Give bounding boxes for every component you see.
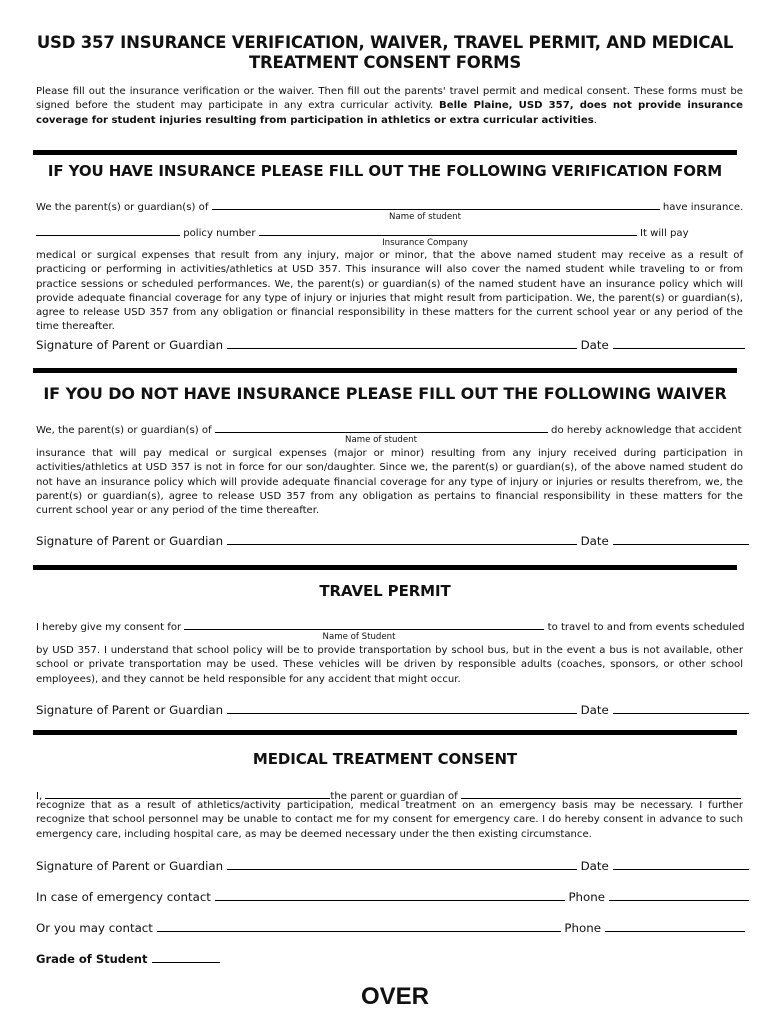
travel-signature-label: Signature of Parent or Guardian <box>36 703 224 717</box>
verification-policy-row <box>36 224 743 239</box>
travel-signature-field[interactable] <box>227 702 577 714</box>
waiver-body: insurance that will pay medical or surgical expenses (major or minor) resulting from any injury received during participation in activities/athletics at USD 357 is not in force for our son/daughter. Since we, the parent(s) or guardian(s), of the above named student do not have an insurance policy which will provide adequate financial coverage for any type of injury or injuries or results therefrom, we, the parent(s) or guardian(s), agree to release USD 357 from any obligation as pertains to financial responsibility in these matters for the current school year or any period of the time thereafter. <box>36 448 743 517</box>
verification-body: medical or surgical expenses that result from any injury, major or minor, that the above named student may receive as a result of practicing or performing in activities/athletics at USD 357. This insurance will also cover the named student while traveling to or from practice sessions or scheduled performances. We, the parent(s) or guardian(s) of the named student have an insurance policy which will provide adequate financial coverage for any type of injury or injuries that might result from participation. We, the parent(s) or guardian(s), agree to release USD 357 from any obligation or financial responsibility in these matters for the current school year or any period of the time thereafter. <box>36 250 743 333</box>
waiver-student-row <box>36 421 743 436</box>
verification-date-label: Date <box>580 338 609 352</box>
waiver-signature-row <box>36 533 749 548</box>
over-label: OVER <box>360 983 429 1010</box>
verification-line-end: have insurance. <box>662 202 744 213</box>
intro-text: Please fill out the insurance verification or the waiver. Then fill out the parents' travel permit and medical consent. These forms must be signed before the student may participate in any extra curricular activity. <box>36 86 743 112</box>
policy-number-field[interactable] <box>36 224 180 236</box>
waiver-signature-label: Signature of Parent or Guardian <box>36 534 224 548</box>
verification-signature-row <box>36 337 745 352</box>
form-title-line-2: TREATMENT CONSENT FORMS <box>248 53 522 72</box>
verification-heading: IF YOU HAVE INSURANCE PLEASE FILL OUT THE FOLLOWING VERIFICATION FORM <box>47 162 723 180</box>
alternate-phone-field[interactable] <box>605 920 745 932</box>
will-pay-label: It will pay <box>639 228 689 239</box>
section-divider <box>33 150 737 155</box>
medical-signature-row <box>36 858 749 873</box>
grade-field[interactable] <box>152 951 220 963</box>
verification-date-field[interactable] <box>613 337 745 349</box>
verification-line-start: We the parent(s) or guardian(s) of <box>36 202 209 213</box>
intro-bold-text: Belle Plaine, USD 357, does not provide insurance coverage for student injuries resulting from participation in athletics or extra curricular activities <box>36 100 744 126</box>
medical-body: recognize that as a result of athletics/activity participation, medical treatment on an emergency basis may be necessary. I further recognize that school personnel may be unable to contact me for my consent for emergency care. I do hereby consent in advance to such emergency care, including hospital care, as may be deemed necessary under the then existing circumstance. <box>36 800 743 840</box>
intro-paragraph <box>36 85 743 128</box>
travel-student-name-field[interactable] <box>184 618 544 630</box>
waiver-heading: IF YOU DO NOT HAVE INSURANCE PLEASE FILL OUT THE FOLLOWING WAIVER <box>43 384 727 403</box>
emergency-contact-label: In case of emergency contact <box>36 890 211 904</box>
medical-line-mid: the parent or guardian of <box>330 791 458 802</box>
waiver-date-label: Date <box>580 534 609 548</box>
alternate-phone-label: Phone <box>564 921 601 935</box>
insurance-company-field[interactable] <box>259 224 637 236</box>
medical-date-field[interactable] <box>613 858 749 870</box>
emergency-phone-label: Phone <box>568 890 605 904</box>
verification-signature-field[interactable] <box>227 337 577 349</box>
travel-permit-heading: TRAVEL PERMIT <box>319 582 451 600</box>
travel-line-start: I hereby give my consent for <box>36 622 182 633</box>
intro-end: . <box>593 114 597 126</box>
form-title-line-1: USD 357 INSURANCE VERIFICATION, WAIVER, TRAVEL PERMIT, AND MEDICAL <box>36 33 734 52</box>
section-divider <box>33 368 737 373</box>
caption-insurance-company: Insurance Company <box>382 238 468 248</box>
travel-line-end: to travel to and from events scheduled <box>547 622 745 633</box>
emergency-phone-field[interactable] <box>609 889 749 901</box>
emergency-contact-field[interactable] <box>215 889 565 901</box>
alternate-contact-label: Or you may contact <box>36 921 153 935</box>
waiver-signature-field[interactable] <box>227 533 577 545</box>
travel-date-field[interactable] <box>613 702 749 714</box>
medical-consent-heading: MEDICAL TREATMENT CONSENT <box>252 750 518 768</box>
section-divider <box>33 565 737 570</box>
travel-body: by USD 357. I understand that school policy will be to provide transportation by school bus, but in the event a bus is not available, other school or private transportation may be used. These vehicles will be driven by responsible adults (coaches, sponsors, or other school employees), and they cannot be held responsible for any accident that might occur. <box>36 645 743 685</box>
medical-date-label: Date <box>580 859 609 873</box>
travel-date-label: Date <box>580 703 609 717</box>
alternate-contact-field[interactable] <box>157 920 561 932</box>
alternate-contact-row <box>36 920 745 935</box>
section-divider <box>33 730 737 735</box>
verification-student-row <box>36 198 743 213</box>
policy-number-label: policy number <box>183 228 256 239</box>
travel-student-row <box>36 618 743 633</box>
verification-student-name-field[interactable] <box>212 198 660 210</box>
emergency-contact-row <box>36 889 749 904</box>
waiver-student-name-field[interactable] <box>215 421 548 433</box>
grade-label: Grade of Student <box>36 952 148 966</box>
medical-signature-label: Signature of Parent or Guardian <box>36 859 224 873</box>
verification-signature-label: Signature of Parent or Guardian <box>36 338 224 352</box>
medical-signature-field[interactable] <box>227 858 577 870</box>
caption-name-of-student: Name of student <box>345 435 417 445</box>
waiver-date-field[interactable] <box>613 533 749 545</box>
travel-signature-row <box>36 702 749 717</box>
grade-row <box>36 951 220 966</box>
caption-name-of-student: Name of student <box>389 212 461 222</box>
waiver-line-start: We, the parent(s) or guardian(s) of <box>36 425 212 436</box>
medical-line-start: I, <box>36 791 43 802</box>
caption-name-of-student: Name of Student <box>322 632 396 642</box>
medical-student-name-field[interactable] <box>461 787 741 799</box>
medical-guardian-name-field[interactable] <box>45 787 330 799</box>
waiver-line-end: do hereby acknowledge that accident <box>551 425 742 436</box>
